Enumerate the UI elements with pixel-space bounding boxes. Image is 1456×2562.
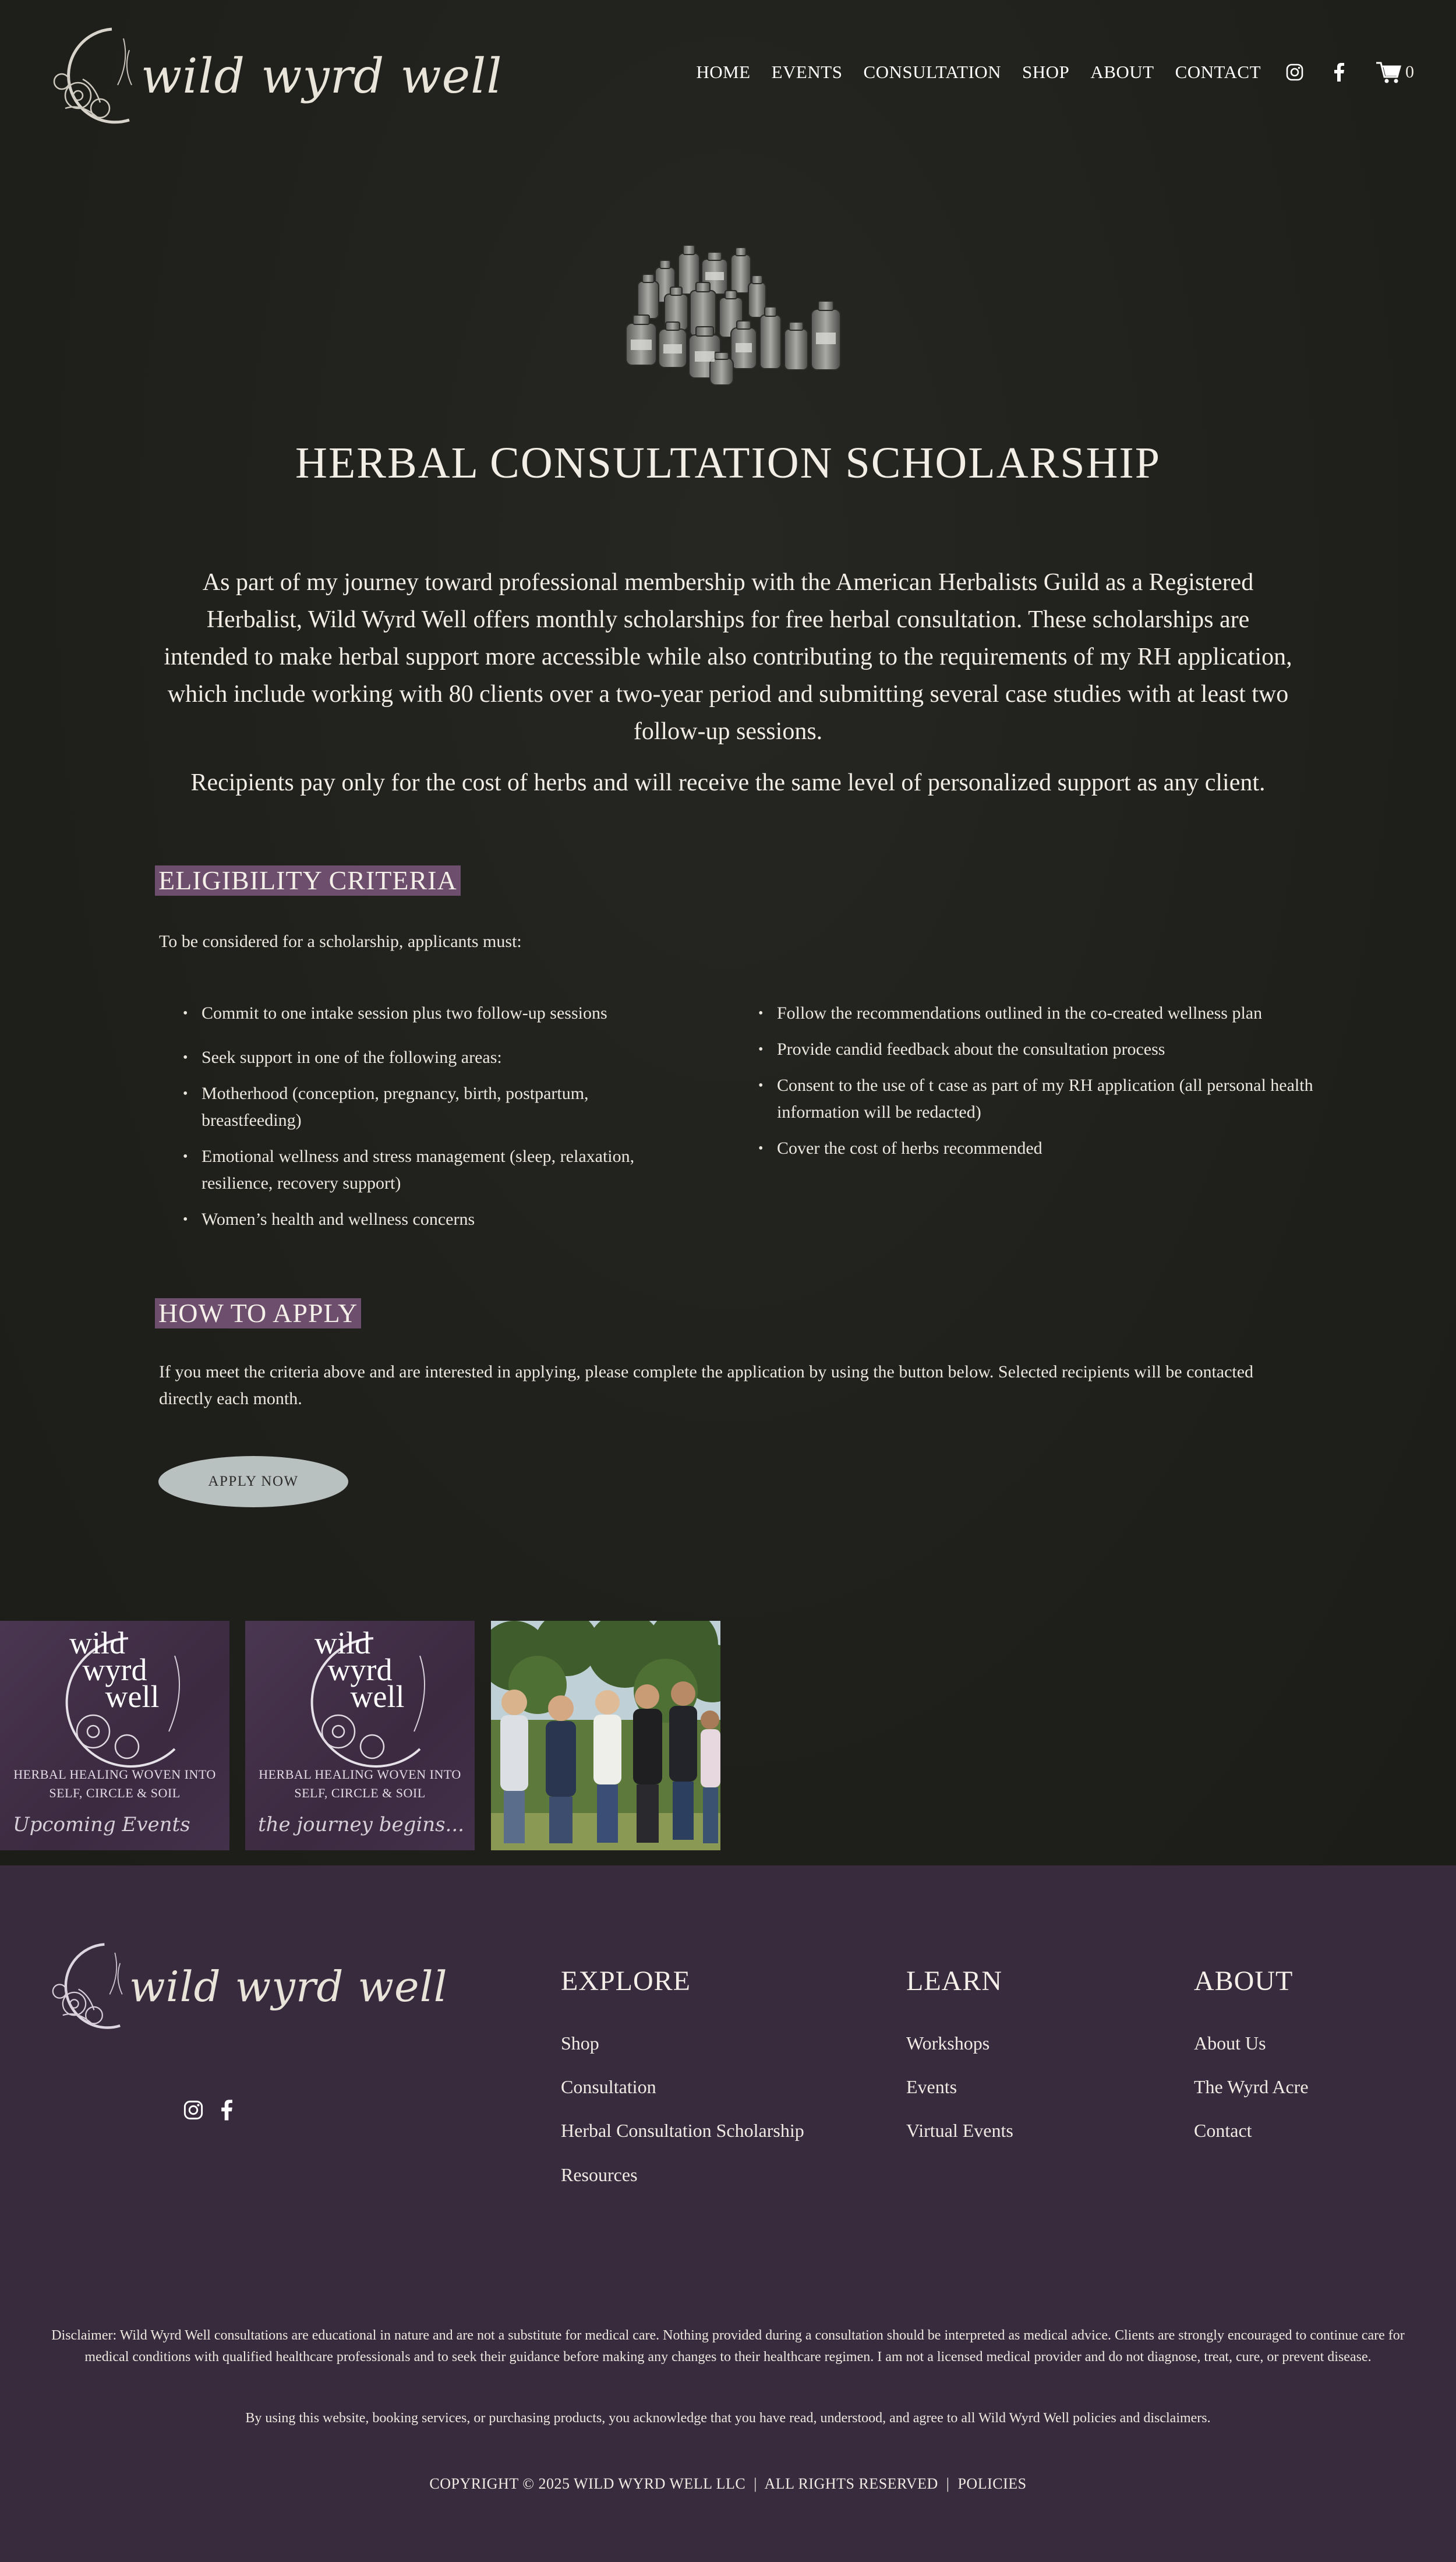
list-item: • Seek support in one of the following areas:	[160, 1044, 684, 1071]
footer-link-scholarship[interactable]: Herbal Consultation Scholarship	[561, 2120, 804, 2141]
gallery-tile-group-photo[interactable]	[491, 1621, 720, 1850]
nav-home[interactable]: HOME	[696, 62, 751, 82]
list-item: • Women’s health and wellness concerns	[160, 1206, 684, 1233]
nav-events[interactable]: EVENTS	[771, 62, 843, 82]
facebook-icon[interactable]	[1328, 62, 1349, 83]
footer-link-virtual-events[interactable]: Virtual Events	[906, 2120, 1013, 2141]
how-to-apply-heading: HOW TO APPLY	[155, 1298, 361, 1328]
policies-link[interactable]: POLICIES	[957, 2475, 1027, 2492]
footer-link-wyrd-acre[interactable]: The Wyrd Acre	[1194, 2076, 1309, 2097]
footer-learn-title: LEARN	[906, 1966, 1002, 1996]
footer-link-about-us[interactable]: About Us	[1194, 2033, 1266, 2054]
nav-about[interactable]: ABOUT	[1090, 62, 1154, 82]
nav-contact[interactable]: CONTACT	[1175, 62, 1261, 82]
footer-instagram-icon[interactable]	[183, 2100, 204, 2123]
list-item: • Commit to one intake session plus two follow-up sessions	[160, 1000, 684, 1027]
tile-well: well	[105, 1679, 160, 1714]
footer-link-shop[interactable]: Shop	[561, 2033, 599, 2054]
moon-floral-logo-icon	[42, 1937, 141, 2036]
nav-consultation[interactable]: CONSULTATION	[863, 62, 1002, 82]
footer-explore-title: EXPLORE	[561, 1966, 691, 1996]
list-item: • Cover the cost of herbs recommended	[735, 1135, 1376, 1162]
tile-tag-line1: HERBAL HEALING WOVEN INTO	[259, 1767, 461, 1782]
intro-text	[163, 564, 1293, 815]
moon-floral-logo-icon	[42, 21, 153, 132]
main-nav	[675, 61, 1414, 84]
eligibility-list-left	[160, 1000, 684, 1242]
cart-count: 0	[1405, 62, 1414, 82]
tile-well: well	[350, 1679, 405, 1714]
gallery-tile-journey[interactable]	[245, 1621, 475, 1850]
tile-tag-line2: SELF, CIRCLE & SOIL	[49, 1786, 181, 1800]
copyright-divider: |	[942, 2475, 954, 2492]
apply-now-button[interactable]: APPLY NOW	[158, 1456, 348, 1507]
footer-link-workshops[interactable]: Workshops	[906, 2033, 990, 2054]
intro-paragraph-herbs: Recipients pay only for the cost of herbs and will receive the same level of personalized support as any client.	[190, 769, 1266, 796]
footer-link-resources[interactable]: Resources	[561, 2164, 638, 2185]
intro-paragraph: As part of my journey toward professional membership with the American Herbalists Guild as a Registered Herbalist, Wild Wyrd Well offers monthly scholarships for free herbal consultation. These scholarships are intended to make herbal support more accessible while also contributing to the requirements of my RH application, which include working with 80 clients over a two-year period and submitting several case studies with at least two follow-up sessions.	[164, 569, 1292, 745]
footer-link-consultation[interactable]: Consultation	[561, 2076, 656, 2097]
instagram-icon[interactable]	[1284, 62, 1305, 83]
tile-script: the journey begins...	[258, 1813, 464, 1836]
footer-about-title: ABOUT	[1194, 1966, 1294, 1996]
footer-logo[interactable]	[42, 1937, 448, 2036]
copyright-text: COPYRIGHT © 2025 WILD WYRD WELL LLC	[429, 2475, 746, 2492]
eligibility-lead: To be considered for a scholarship, applicants must:	[159, 932, 522, 951]
apply-text: If you meet the criteria above and are interested in applying, please complete the application by using the button below. Selected recipients will be contacted directly each month.	[159, 1362, 1254, 1408]
list-item: • Motherhood (conception, pregnancy, birth, postpartum, breastfeeding)	[160, 1080, 684, 1134]
tile-tagline	[245, 1765, 475, 1803]
tile-wyrd: wyrd	[82, 1652, 147, 1687]
footer-link-contact[interactable]: Contact	[1194, 2120, 1252, 2141]
footer-link-events[interactable]: Events	[906, 2076, 957, 2097]
tile-tag-line2: SELF, CIRCLE & SOIL	[294, 1786, 426, 1800]
list-item: • Provide candid feedback about the consultation process	[735, 1036, 1376, 1063]
list-item: • Consent to the use of t case as part of my RH application (all personal health information will be redacted)	[735, 1072, 1376, 1126]
apothecary-bottles-image	[614, 242, 842, 387]
rights-text: ALL RIGHTS RESERVED	[764, 2475, 938, 2492]
cart-button[interactable]	[1375, 61, 1414, 84]
tile-script: Upcoming Events	[13, 1813, 190, 1836]
gallery-tile-upcoming-events[interactable]	[0, 1621, 229, 1850]
list-item: • Follow the recommendations outlined in the co-created wellness plan	[735, 1000, 1376, 1027]
eligibility-list-right	[735, 1000, 1376, 1171]
footer-facebook-icon[interactable]	[220, 2100, 233, 2123]
list-item: • Emotional wellness and stress management (sleep, relaxation, resilience, recovery support)	[160, 1143, 684, 1197]
tile-tag-line1: HERBAL HEALING WOVEN INTO	[13, 1767, 216, 1782]
site-logo[interactable]	[42, 21, 503, 132]
group-photo-image	[491, 1621, 720, 1850]
tile-wild: wild	[69, 1625, 125, 1660]
eligibility-heading: ELIGIBILITY CRITERIA	[155, 865, 461, 896]
tile-wyrd: wyrd	[327, 1652, 393, 1687]
cart-icon	[1375, 61, 1402, 84]
copyright-divider: |	[750, 2475, 761, 2492]
footer-disclaimer: Disclaimer: Wild Wyrd Well consultations are educational in nature and are not a substitute for medical care. Nothing provided during a consultation should be interpreted as medical advice. Clients are strongly encouraged to continue care for medical conditions with qualified healthcare professionals and to seek their guidance before making any changes to their healthcare regimen. I am not a licensed medical provider and do not diagnose, treat, cure, or prevent disease.	[51, 2328, 1405, 2365]
logo-wordmark: wild wyrd well	[141, 48, 503, 104]
nav-shop[interactable]: SHOP	[1022, 62, 1070, 82]
footer-logo-wordmark: wild wyrd well	[129, 1962, 448, 2011]
footer-copyright-bar	[0, 2475, 1456, 2493]
page-title: HERBAL CONSULTATION SCHOLARSHIP	[295, 439, 1161, 487]
tile-wild: wild	[314, 1625, 370, 1660]
footer-acknowledgement: By using this website, booking services, or purchasing products, you acknowledge that you have read, understood, and agree to all Wild Wyrd Well policies and disclaimers.	[245, 2411, 1211, 2426]
tile-tagline	[0, 1765, 229, 1803]
